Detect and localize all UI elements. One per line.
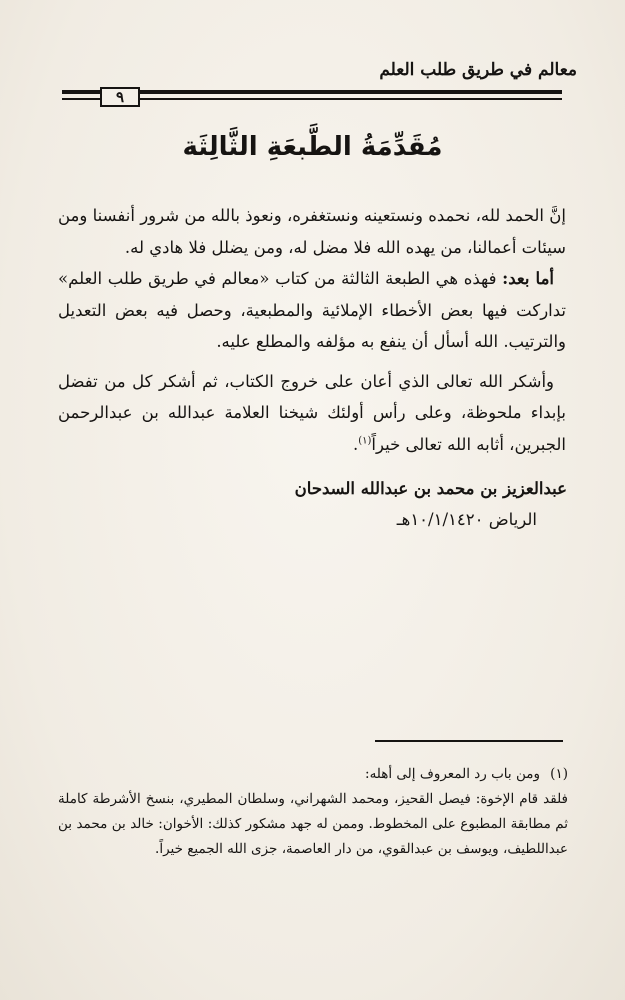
footnote-number: (١) (550, 766, 568, 782)
footnote-block (58, 762, 568, 862)
paragraph-lead: أما بعد: (502, 269, 554, 288)
footnote-rule (375, 740, 563, 742)
footnote-reference[interactable]: (١) (358, 435, 372, 446)
paragraph-thanks-end: . (352, 434, 359, 454)
paragraph-thanks-text: وأشكر الله تعالى الذي أعان على خروج الكتاب، ثم أشكر كل من تفضل بإبداء ملحوظة، وعلى رأس أولئك شيخنا العلامة عبدالله بن عبدالرحمن الجبرين، أثابه الله تعالى خيراً (58, 371, 566, 454)
footnote-body: فلقد قام الإخوة: فيصل القحيز، ومحمد الشهراني، وسلطان المطيري، بنسخ الأشرطة كاملة ثم مطابقة المطبوع على المخطوط. وممن له جهد مشكور كذلك: الأخوان: خالد بن محمد بن عبداللطيف، ويوسف بن عبدالقوي، من دار العاصمة، جزى الله الجميع خيراً. (58, 791, 568, 857)
paragraph-amma-baad-text: فهذه هي الطبعة الثالثة من كتاب «معالم في طريق طلب العلم» تداركت فيها بعض الأخطاء الإملائية والمطبعية، وحصل فيه بعض التعديل والترتيب. الله أسأل أن ينفع به مؤلفه والمطلع عليه. (58, 269, 566, 351)
running-head-title: معالم في طريق طلب العلم (379, 60, 577, 80)
paragraph-opening: إنَّ الحمد لله، نحمده ونستعينه ونستغفره، ونعوذ بالله من شرور أنفسنا ومن سيئات أعمالنا، من يهده الله فلا مضل له، ومن يضلل فلا هادي له. (58, 206, 566, 257)
paragraph-thanks (58, 366, 566, 461)
place-and-date: الرياض ١٠/١/١٤٢٠هـ (396, 510, 537, 529)
body-text (58, 200, 566, 460)
footnote-line-1: ومن باب رد المعروف إلى أهله: (365, 766, 540, 782)
section-title: مُقَدِّمَةُ الطَّبعَةِ الثَّالِثَة (182, 132, 443, 162)
page-number: ٩ (100, 87, 140, 107)
author-signature: عبدالعزيز بن محمد بن عبدالله السدحان (294, 479, 567, 498)
paragraph-amma-baad (58, 263, 566, 358)
footnote-first-line (58, 762, 568, 787)
